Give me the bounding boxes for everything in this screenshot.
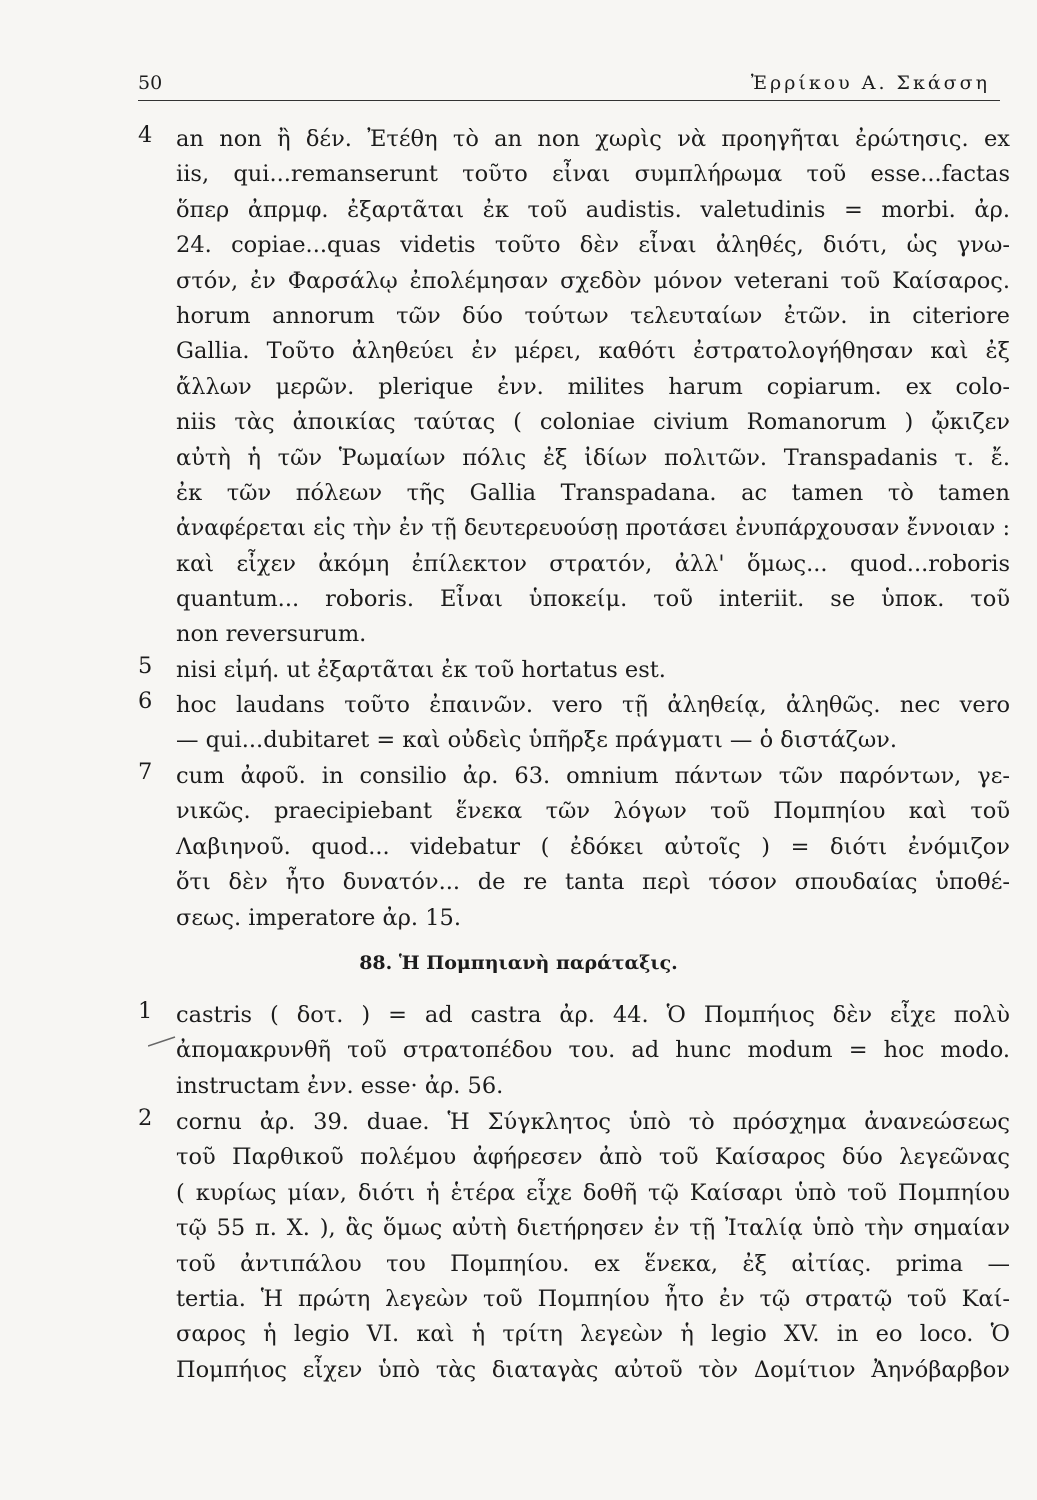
note-block-4 xyxy=(138,122,1010,653)
text-line: ὅτι δὲν ἦτο δυνατόν... de re tanta περὶ τόσον σπουδαίας ὑποθέ- xyxy=(176,869,1010,896)
text-line: ὅπερ ἀπρμφ. ἐξαρτᾶται ἐκ τοῦ audistis. valetudinis = morbi. ἀρ. xyxy=(176,196,1010,223)
running-header xyxy=(138,66,1000,101)
note-number: 2 xyxy=(138,1105,153,1131)
text-line: instructam ἐνν. esse· ἀρ. 56. xyxy=(176,1072,504,1099)
margin-mark xyxy=(148,1035,176,1047)
text-line: τοῦ Παρθικοῦ πολέμου ἀφήρεσεν ἀπὸ τοῦ Καίσαρος δύο λεγεῶνας xyxy=(176,1144,1010,1171)
text-line: quantum... roboris. Εἶναι ὑποκείμ. τοῦ interiit. se ὑποκ. τοῦ xyxy=(176,586,1010,613)
text-line: niis τὰς ἀποικίας ταύτας ( coloniae civium Romanorum ) ᾤκιζεν xyxy=(176,409,1010,436)
text-line: καὶ εἶχεν ἀκόμη ἐπίλεκτον στρατόν, ἀλλ' ὅμως... quod...roboris xyxy=(176,550,1010,577)
text-line: τοῦ ἀντιπάλου του Πομπηίου. ex ἕνεκα, ἐξ αἰτίας. prima — xyxy=(176,1250,1010,1277)
text-line: σαρος ἡ legio VI. καὶ ἡ τρίτη λεγεὼν ἡ legio XV. in eo loco. Ὁ xyxy=(176,1321,1010,1348)
text-line: στόν, ἐν Φαρσάλῳ ἐπολέμησαν σχεδὸν μόνον veterani τοῦ Καίσαρος. xyxy=(176,267,1010,294)
note-block-6 xyxy=(138,688,1010,759)
text-line: Πομπήιος εἶχεν ὑπὸ τὰς διαταγὰς αὐτοῦ τὸν Δομίτιον Ἀηνόβαρβον xyxy=(176,1356,1010,1383)
text-line: cum ἀφοῦ. in consilio ἀρ. 63. omnium πάντων τῶν παρόντων, γε- xyxy=(176,763,1010,789)
note-block-7 xyxy=(138,759,1010,936)
text-line: nisi εἰμή. ut ἐξαρτᾶται ἐκ τοῦ hortatus est. xyxy=(176,657,666,683)
text-line: τῷ 55 π. Χ. ), ἃς ὅμως αὐτὴ διετήρησεν ἐν τῇ Ἰταλίᾳ ὑπὸ τὴν σημαίαν xyxy=(176,1215,1010,1242)
text-line: ἀπομακρυνθῆ τοῦ στρατοπέδου του. ad hunc modum = hoc modo. xyxy=(176,1037,1010,1064)
text-line: non reversurum. xyxy=(176,621,367,648)
text-line: αὐτὴ ἡ τῶν Ῥωμαίων πόλις ἐξ ἰδίων πολιτῶν. Transpadanis τ. ἔ. xyxy=(176,444,1010,471)
text-line: Gallia. Τοῦτο ἀληθεύει ἐν μέρει, καθότι ἐστρατολογήθησαν καὶ ἐξ xyxy=(176,338,1010,365)
text-line: ( κυρίως μίαν, διότι ἡ ἑτέρα εἶχε δοθῆ τῷ Καίσαρι ὑπὸ τοῦ Πομπηίου xyxy=(176,1179,1010,1206)
text-line: an non ἢ δέν. Ἐτέθη τὸ an non χωρὶς νὰ προηγῆται ἐρώτησις. ex xyxy=(176,126,1010,152)
text-line: castris ( δοτ. ) = ad castra ἀρ. 44. Ὁ Πομπήιος δὲν εἶχε πολὺ xyxy=(176,1002,1010,1028)
note-block-2 xyxy=(138,1105,1010,1388)
note-number: 7 xyxy=(138,759,153,785)
note-number: 5 xyxy=(138,653,153,679)
note-block-5 xyxy=(138,653,1010,688)
text-line: 24. copiae...quas videtis τοῦτο δὲν εἶναι ἀληθές, διότι, ὡς γνω- xyxy=(176,232,1010,259)
text-line: νικῶς. praecipiebant ἕνεκα τῶν λόγων τοῦ Πομπηίου καὶ τοῦ xyxy=(176,798,1010,825)
note-number: 1 xyxy=(138,998,153,1024)
section-title: 88. Ἡ Πομπηιανὴ παράταξις. xyxy=(359,952,678,974)
note-number: 6 xyxy=(138,688,153,714)
text-line: σεως. imperatore ἀρ. 15. xyxy=(176,904,462,931)
text-line: ἄλλων μερῶν. plerique ἐνν. milites harum copiarum. ex colo- xyxy=(176,373,1010,400)
text-line: ἀναφέρεται εἰς τὴν ἐν τῇ δευτερευούσῃ προτάσει ἐνυπάρχουσαν ἔννοιαν : xyxy=(176,516,1010,542)
note-block-1 xyxy=(138,998,1010,1104)
page-number: 50 xyxy=(138,72,163,94)
text-line: iis, qui...remanserunt τοῦτο εἶναι συμπλήρωμα τοῦ esse...factas xyxy=(176,161,1010,188)
text-line: hoc laudans τοῦτο ἐπαινῶν. vero τῇ ἀληθείᾳ, ἀληθῶς. nec vero xyxy=(176,692,1010,718)
text-line: Λαβιηνοῦ. quod... videbatur ( ἐδόκει αὐτοῖς ) = διότι ἐνόμιζον xyxy=(176,833,1010,860)
note-number: 4 xyxy=(138,122,153,148)
text-line: — qui...dubitaret = καὶ οὐδεὶς ὑπῆρξε πράγματι — ὁ διστάζων. xyxy=(176,727,898,754)
text-line: horum annorum τῶν δύο τούτων τελευταίων ἐτῶν. in citeriore xyxy=(176,302,1010,329)
text-line: ἐκ τῶν πόλεων τῆς Gallia Transpadana. ac tamen τὸ tamen xyxy=(176,479,1010,506)
text-line: tertia. Ἡ πρώτη λεγεὼν τοῦ Πομπηίου ἦτο ἐν τῷ στρατῷ τοῦ Καί- xyxy=(176,1285,1010,1312)
running-author: Ἐρρίκου Α. Σκάσση xyxy=(750,72,990,94)
text-line: cornu ἀρ. 39. duae. Ἡ Σύγκλητος ὑπὸ τὸ πρόσχημα ἀνανεώσεως xyxy=(176,1109,1010,1135)
